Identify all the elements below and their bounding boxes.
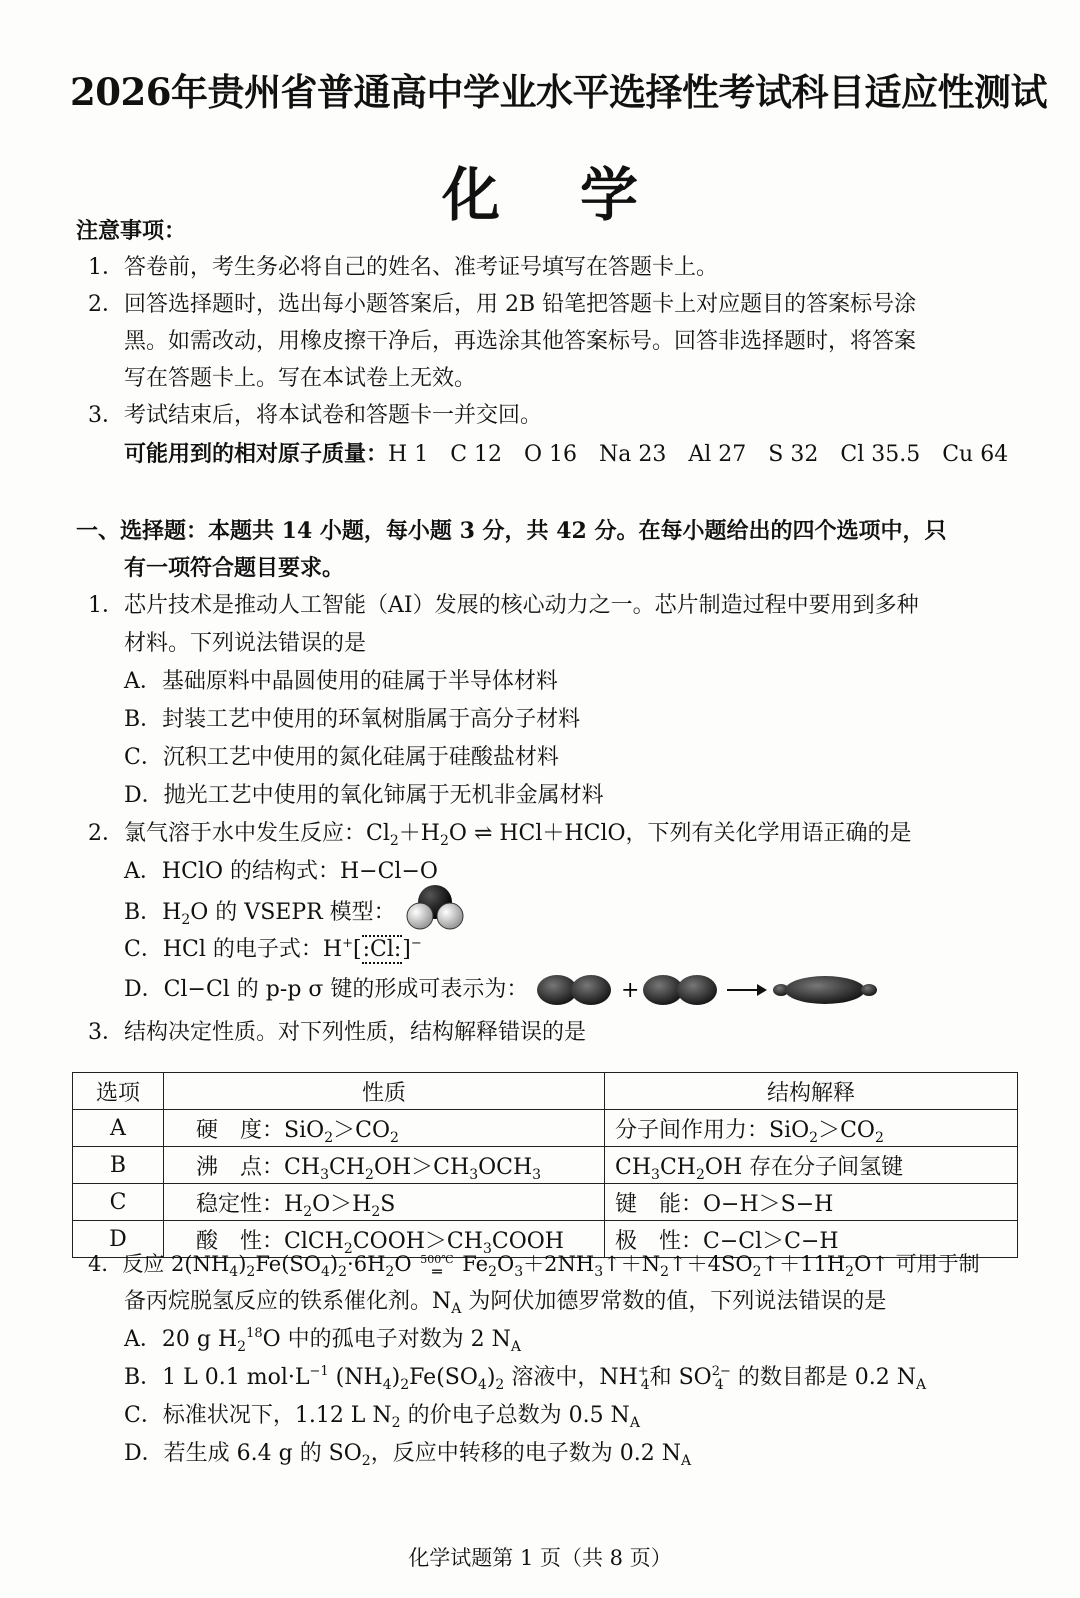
table-cell: 酸 性：$ClCH_2COOH>CH_3COOH$: [164, 1221, 605, 1258]
q3-table: [72, 1072, 1018, 1258]
reaction-condition: 500℃: [420, 1252, 454, 1266]
table-cell: A: [73, 1110, 164, 1147]
q4-stem-pre: 4．反应: [88, 1252, 172, 1276]
table-cell: 稳定性：$H_2O>H_2S$: [164, 1184, 605, 1221]
q2-option-d: [124, 970, 895, 1010]
table-header: 性质: [164, 1073, 605, 1110]
q3-stem: 3．结构决定性质。对下列性质，结构解释错误的是: [88, 1020, 586, 1045]
expl-label: 分子间作用力：: [615, 1117, 770, 1143]
q1-option-a: A．基础原料中晶圆使用的硅属于半导体材料: [124, 669, 558, 694]
q4-option-b-mid: 溶液中，NH: [504, 1365, 638, 1390]
equilibrium-arrow-icon: ⇌: [473, 821, 493, 846]
table-cell: C: [73, 1184, 164, 1221]
table-row: [73, 1184, 1018, 1221]
q1-option-b: B．封装工艺中使用的环氧树脂属于高分子材料: [124, 707, 581, 732]
q4-option-b-tail: 的数目都是 0.2 N: [737, 1365, 917, 1390]
notice-item-2-cont: 黑。如需改动，用橡皮擦干净后，再选涂其他答案标号。回答非选择题时，将答案: [124, 329, 917, 354]
table-cell: 键 能：O−H＞S−H: [605, 1184, 1018, 1221]
q2-option-c: C．HCl 的电子式：H+[:Cl:]−: [124, 936, 422, 962]
q4-option-c-text: C．标准状况下，1.12 L N: [124, 1403, 392, 1428]
notice-item-1: 1．答卷前，考生务必将自己的姓名、准考证号填写在答题卡上。: [88, 255, 718, 280]
table-row: [73, 1110, 1018, 1147]
q1-option-d: D．抛光工艺中使用的氧化铈属于无机非金属材料: [124, 783, 604, 808]
notice-heading: 注意事项：: [76, 218, 187, 244]
q4-option-c-tail: 的价电子总数为 0.5 N: [400, 1403, 630, 1428]
q2-stem-post: ，下列有关化学用语正确的是: [625, 821, 912, 846]
atomic-masses: [124, 436, 1008, 473]
page-footer: 化学试题第 1 页（共 8 页）: [408, 1546, 672, 1570]
q1-stem: 1．芯片技术是推动人工智能（AI）发展的核心动力之一。芯片制造过程中要用到多种: [88, 593, 919, 618]
table-cell: 沸 点：$CH_3CH_2OH>CH_3OCH_3$: [164, 1147, 605, 1184]
table-row: [73, 1147, 1018, 1184]
exam-title: 2026年贵州省普通高中学业水平选择性考试科目适应性测试: [70, 70, 1047, 114]
table-cell: 极 性：C−Cl＞C−H: [605, 1221, 1018, 1258]
q4-option-d-text: D．若生成 6.4 g 的 SO: [124, 1441, 362, 1466]
q4-option-a: A．20 g $H_2^{18}O$ 中的孤电子对数为 2 $N_A$: [124, 1326, 521, 1355]
notice-item-3: 3．考试结束后，将本试卷和答题卡一并交回。: [88, 403, 542, 428]
table-cell: 硬 度：$SiO_2>CO_2$: [164, 1110, 605, 1147]
table-header: 选项: [73, 1073, 164, 1110]
q2-option-b-text: O 的 VSEPR 模型：: [190, 900, 396, 925]
q1-stem-cont: 材料。下列说法错误的是: [124, 631, 367, 656]
q2-option-c-text: C．HCl 的电子式：: [124, 937, 323, 962]
vsepr-model-icon: [403, 884, 467, 932]
q4-stem: 4．反应 $2(NH_4)_2Fe(SO_4)_2\cdot 6H_2O$ 500℃ ═ $Fe_2O_3+2NH_3↑+N_2↑+4SO_2↑+11H_2O↑$ 可用于制: [88, 1252, 980, 1281]
q4-stem-tail: 可用于制: [888, 1252, 980, 1276]
q4-line2: 备丙烷脱氢反应的铁系催化剂。N: [124, 1289, 452, 1314]
prop-label: 硬 度：: [196, 1117, 285, 1143]
atomic-masses-label: 可能用到的相对原子质量：: [124, 441, 389, 467]
q2-stem: 2．氯气溶于水中发生反应：$Cl_2+H_2O$ ⇌ HCl＋HClO，下列有关化学用语正确的是: [88, 821, 912, 849]
q4-option-c: C．标准状况下，1.12 L $N_2$ 的价电子总数为 0.5 $N_A$: [124, 1403, 640, 1431]
expl-suffix: 存在分子间氢键: [749, 1154, 904, 1180]
table-header: 结构解释: [605, 1073, 1018, 1110]
atomic-masses-values: H 1 C 12 O 16 Na 23 Al 27 S 32 Cl 35.5 Cu 64: [388, 442, 1009, 467]
q2-option-d-text: D．Cl−Cl 的 p-p σ 键的形成可表示为：: [124, 977, 529, 1002]
q2-option-b: B．$H_2O$ 的 VSEPR 模型：: [124, 894, 467, 932]
q4-option-d-tail: ，反应中转移的电子数为 0.2 N: [370, 1441, 681, 1466]
prop-label: 酸 性：: [196, 1228, 285, 1254]
prop-label: 稳定性：: [196, 1191, 285, 1217]
q4-option-b-mid2: 和 SO: [649, 1365, 712, 1390]
q4-option-b: B．1 L 0.1 $mol\cdot L^{-1}$ $(NH_4)_2Fe(SO_4)_2$ 溶液中，$NH^+_4$和 $SO^{2-}_4$ 的数目都是 0.2 $N_A$: [124, 1364, 927, 1393]
q2-option-a: A．HClO 的结构式：H−Cl−O: [124, 859, 438, 884]
notice-item-2-cont2: 写在答题卡上。写在本试卷上无效。: [124, 366, 477, 391]
q1-option-c: C．沉积工艺中使用的氮化硅属于硅酸盐材料: [124, 745, 559, 770]
prop-label: 沸 点：: [196, 1154, 285, 1180]
svg-text:+: +: [621, 978, 640, 1003]
q4-stem-cont: 备丙烷脱氢反应的铁系催化剂。$N_A$ 为阿伏加德罗常数的值，下列说法错误的是: [124, 1289, 887, 1317]
q4-option-d: D．若生成 6.4 g 的 $SO_2$，反应中转移的电子数为 0.2 $N_A$: [124, 1441, 692, 1469]
section-heading: 一、选择题：本题共 14 小题，每小题 3 分，共 42 分。在每小题给出的四个选项中，只: [76, 518, 947, 544]
subject-title: 化学: [441, 161, 718, 229]
table-cell: 分子间作用力：$SiO_2>CO_2$: [605, 1110, 1018, 1147]
sigma-bond-diagram-icon: [535, 970, 895, 1010]
q2-stem-pre: 2．氯气溶于水中发生反应：: [88, 821, 366, 846]
table-cell: D: [73, 1221, 164, 1258]
table-cell: $CH_3CH_2OH$ 存在分子间氢键: [605, 1147, 1018, 1184]
q4-option-a-text: O 中的孤电子对数为 2 N: [262, 1327, 511, 1352]
section-heading-cont: 有一项符合题目要求。: [124, 555, 345, 581]
notice-item-2: 2．回答选择题时，选出每小题答案后，用 2B 铅笔把答题卡上对应题目的答案标号涂: [88, 292, 917, 317]
q4-line2-tail: 为阿伏加德罗常数的值，下列说法错误的是: [461, 1289, 887, 1314]
table-header-row: [73, 1073, 1018, 1110]
table-cell: B: [73, 1147, 164, 1184]
